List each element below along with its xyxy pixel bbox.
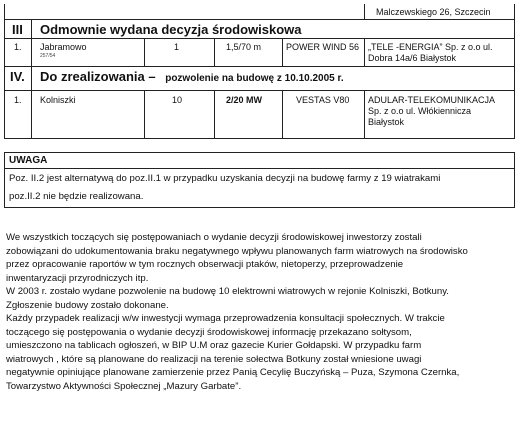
section-4-title-main: Do zrealizowania – (40, 69, 156, 84)
col-divider (364, 4, 365, 19)
section-4-permit: pozwolenie na budowę z 10.10.2005 r. (165, 73, 344, 84)
paragraph-line: wiatrowych , które są planowane do realizacji na terenie sołectwa Botkuny został wniesione uwagi (6, 353, 422, 365)
col-divider (31, 90, 32, 138)
row-3-parcel: 257/54 (40, 53, 56, 59)
paragraph-line: negatywnie opiniujące planowane zamierzenie przez Panią Cecylię Buczyńską – Puza, Szymona Czernka, (6, 367, 460, 378)
paragraph-line: Towarzystwo Aktywności Społecznej „Mazury Garbate”. (6, 380, 242, 392)
col-divider (214, 38, 215, 66)
paragraph-line: inwentaryzacji przyrodniczych itp. (6, 272, 149, 284)
paragraph-3 (6, 312, 512, 393)
col-divider (214, 90, 215, 138)
paragraph-line: We wszystkich toczących się postępowaniach o wydanie decyzji środowiskowej inwestorzy zostali (6, 232, 422, 243)
section-4-title (40, 69, 344, 84)
paragraph-line: umieszczono na tablicach ogłoszeń, w BIP U.M oraz gazecie Kurier Gołdapski. W przypadku farm (6, 340, 422, 351)
row-4-investor-line3: Białystok (368, 117, 405, 127)
paragraph-line: Każdy przypadek realizacji w/w inwestycji wymaga przeprowadzenia konsultacji społecznych. W trakcie (6, 313, 445, 324)
top-address: Malczewskiego 26, Szczecin (376, 7, 491, 17)
row-3-investor-line2: Dobra 14a/6 Białystok (368, 53, 457, 63)
row-3-name: Jabramowo (40, 42, 87, 52)
note-line-1: Poz. II.2 jest alternatywą do poz.II.1 w przypadku uzyskania decyzji na budowę farmy z 19 wiatrakami (9, 173, 441, 184)
section-4-number: IV. (10, 69, 25, 84)
table-border-bottom (4, 138, 515, 139)
paragraph-line: przez opracowanie raportów w tym rocznych obserwacji ptaków, nietoperzy, przeprowadzenie (6, 259, 404, 270)
row-4-name: Kolniszki (40, 95, 76, 105)
row-4-power: 2/20 MW (226, 95, 263, 105)
table-border-left (4, 4, 5, 138)
row-divider (4, 38, 515, 39)
table-border-right (514, 4, 515, 138)
col-divider (31, 66, 32, 90)
col-divider (364, 38, 365, 66)
paragraph-line: W 2003 r. zostało wydane pozwolenie na budowę 10 elektrowni wiatrowych w rejonie Kolniszki, Botkuny. (6, 286, 449, 297)
col-divider (31, 19, 32, 38)
paragraph-2 (6, 285, 512, 312)
note-box (4, 152, 515, 208)
row-3-turbine-type: POWER WIND 56 (286, 42, 360, 52)
col-divider (364, 90, 365, 138)
col-divider (282, 90, 283, 138)
row-4-turbine-type: VESTAS V80 (296, 95, 350, 105)
row-4-count: 10 (172, 95, 183, 105)
row-4-investor-line2: Sp. z o.o ul. Włókiennicza (368, 106, 472, 116)
row-divider (4, 66, 515, 67)
row-divider (4, 90, 515, 91)
section-3-number: III (12, 22, 23, 37)
col-divider (31, 38, 32, 66)
col-divider (144, 38, 145, 66)
paragraph-line: Zgłoszenie budowy zostało dokonane. (6, 299, 169, 311)
row-divider (4, 19, 515, 20)
row-3-count: 1 (174, 42, 180, 52)
section-3-title: Odmownie wydana decyzja środowiskowa (40, 22, 302, 37)
note-line-2: poz.II.2 nie będzie realizowana. (9, 191, 144, 202)
row-3-investor-line1: „TELE -ENERGIA” Sp. z o.o ul. (368, 42, 493, 52)
paragraph-1 (6, 231, 512, 285)
row-3-lp: 1. (14, 42, 22, 52)
note-heading: UWAGA (9, 155, 48, 166)
row-3-power: 1,5/70 m (226, 42, 262, 52)
row-4-lp: 1. (14, 95, 22, 105)
paragraph-line: toczącego się postępowania o wydanie decyzji środowiskowej informację przekazano sołtysom, (6, 326, 412, 338)
paragraph-line: zobowiązani do udokumentowania braku negatywnego wpływu planowanych farm wiatrowych na środowisko (6, 245, 468, 257)
note-header-row (5, 153, 514, 169)
col-divider (282, 38, 283, 66)
col-divider (144, 90, 145, 138)
row-4-investor-line1: ADULAR-TELEKOMUNIKACJA (368, 95, 496, 105)
